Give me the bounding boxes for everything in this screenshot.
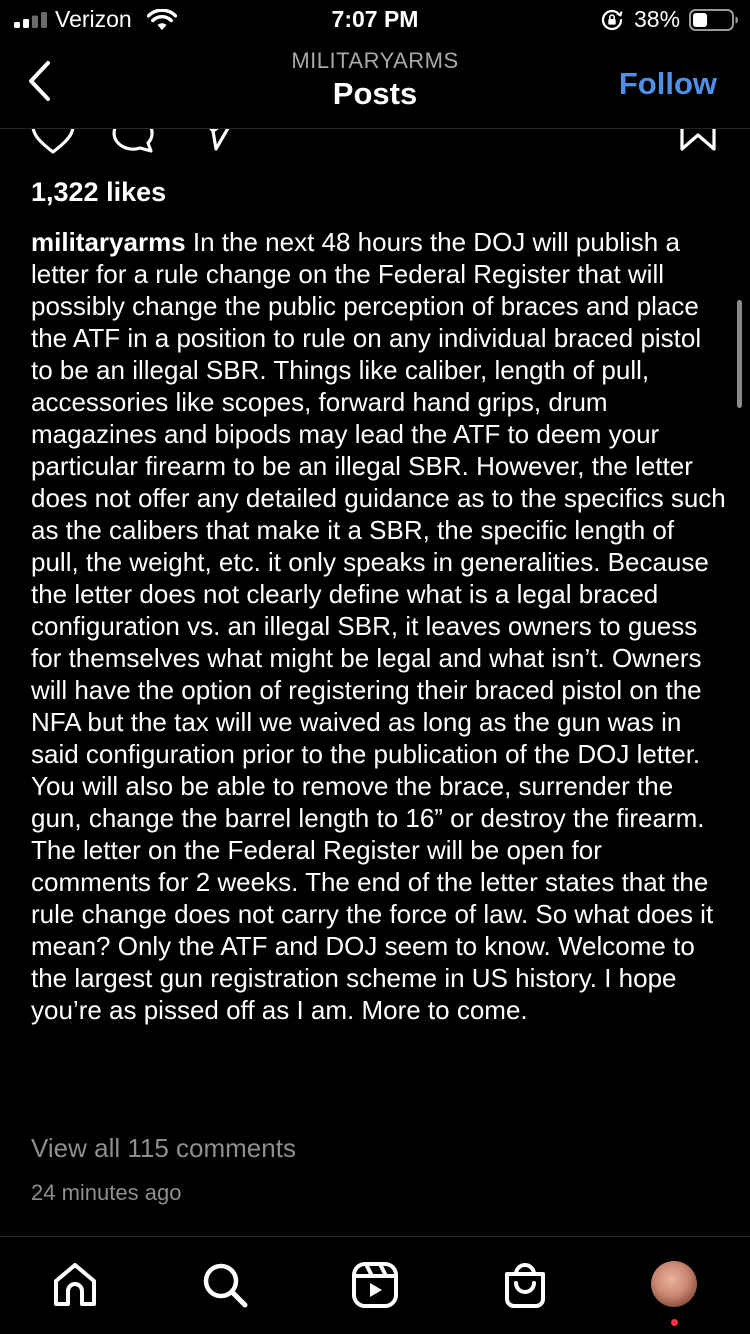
status-time: 7:07 PM: [331, 6, 419, 32]
tab-home[interactable]: [49, 1259, 101, 1311]
caption-text: In the next 48 hours the DOJ will publish a letter for a rule change on the Federal Register that will possibly change the public perception of braces and place the ATF in a position to rule on any individual braced pistol to be an illegal SBR. Things like caliber, length of pull, accessories like scopes, forward hand grips, drum magazines and bipods may lead the ATF to deem your particular firearm to be an illegal SBR. However, the letter does not offer any detailed guidance as to the specifics such as the calibers that make it a SBR, the specific length of pull, the weight, etc. it only speaks in generalities. Because the letter does not clearly define what is a legal braced configuration vs. an illegal SBR, it leaves owners to guess for themselves what might be legal and what isn’t. Owners will have the option of registering their braced pistol on the NFA but the tax will we waived as long as the gun was in said configuration prior to the publication of the DOJ letter. You will also be able to remove the brace, surrender the gun, change the barrel length to 16” or destroy the firearm. The letter on the Federal Register will be open for comments for 2 weeks. The end of the letter states that the rule change does not carry the force of law. So what does it mean? Only the ATF and DOJ seem to know. Welcome to the largest gun registration scheme in US history. I hope you’re as pissed off as I am. More to come.: [31, 227, 726, 1025]
rotation-lock-icon: [601, 9, 623, 31]
comment-icon[interactable]: [110, 129, 156, 153]
notification-dot: [671, 1319, 678, 1326]
bookmark-icon[interactable]: [678, 129, 718, 153]
tab-shop[interactable]: [499, 1259, 551, 1311]
battery-icon: [689, 9, 739, 31]
post-actions: [0, 129, 750, 159]
reels-icon: [349, 1259, 401, 1311]
view-comments-link[interactable]: View all 115 comments: [31, 1133, 296, 1163]
account-name: MILITARYARMS: [291, 48, 459, 73]
shop-bag-icon: [499, 1259, 551, 1311]
heart-icon[interactable]: [30, 129, 76, 155]
tab-bar: [0, 1237, 750, 1334]
search-icon: [199, 1259, 251, 1311]
scrollbar[interactable]: [737, 300, 742, 408]
tab-reels[interactable]: [349, 1259, 401, 1311]
tab-search[interactable]: [199, 1259, 251, 1311]
carrier-name: Verizon: [55, 6, 132, 32]
status-bar: [0, 0, 750, 40]
share-icon[interactable]: [198, 129, 238, 153]
battery-percent: 38%: [634, 6, 681, 32]
follow-button[interactable]: Follow: [618, 66, 717, 101]
likes-count[interactable]: 1,322 likes: [31, 177, 167, 207]
post-timestamp: 24 minutes ago: [31, 1180, 182, 1205]
tab-profile-avatar[interactable]: [651, 1261, 697, 1307]
caption-username[interactable]: militaryarms: [31, 227, 186, 257]
post-caption: [31, 226, 726, 1026]
page-title: Posts: [332, 76, 418, 111]
nav-header: [0, 40, 750, 128]
home-icon: [49, 1259, 101, 1311]
